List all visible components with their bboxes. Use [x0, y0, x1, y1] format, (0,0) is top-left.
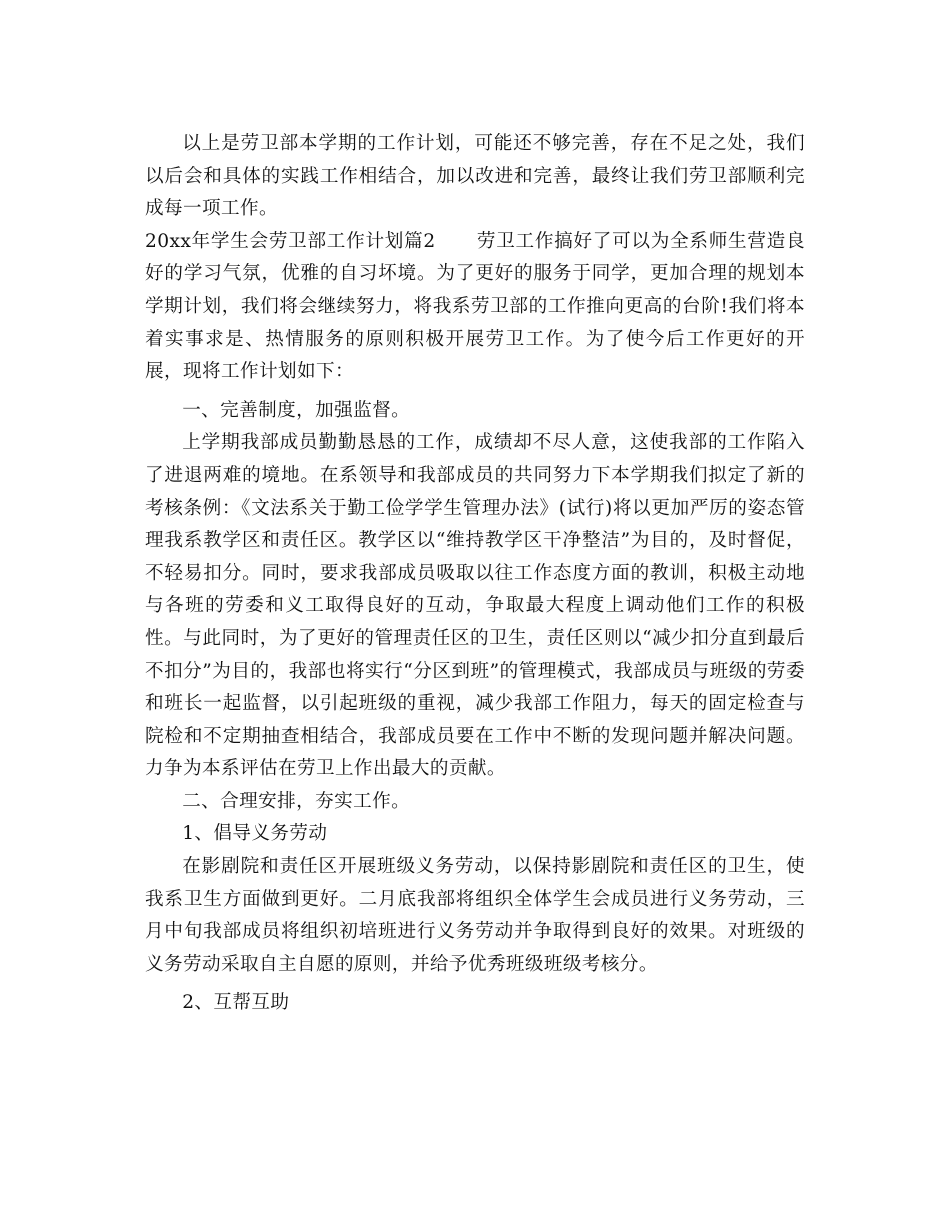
- paragraph-section-1: 上学期我部成员勤勤恳恳的工作，成绩却不尽人意，这使我部的工作陷入了进退两难的境地。在系领导和我部成员的共同努力下本学期我们拟定了新的考核条例：《文法系关于勤工俭学学生管理办法》(试行)将以更加严厉的姿态管理我系教学区和责任区。教学区以“维持教学区干净整洁”为目的，及时督促，不轻易扣分。同时，要求我部成员吸取以往工作态度方面的教训，积极主动地与各班的劳委和义工取得良好的互动，争取最大程度上调动他们工作的积极性。与此同时，为了更好的管理责任区的卫生，责任区则以“减少扣分直到最后不扣分”为目的，我部也将实行“分区到班”的管理模式，我部成员与班级的劳委和班长一起监督，以引起班级的重视，减少我部工作阻力，每天的固定检查与院检和不定期抽查相结合，我部成员要在工作中不断的发现问题并解决问题。力争为本系评估在劳卫上作出最大的贡献。: [145, 432, 805, 780]
- paragraph-conclusion: 以上是劳卫部本学期的工作计划，可能还不够完善，存在不足之处，我们以后会和具体的实践工作相结合，加以改进和完善，最终让我们劳卫部顺利完成每一项工作。: [145, 133, 805, 220]
- paragraph-subsection-1: 在影剧院和责任区开展班级义务劳动，以保持影剧院和责任区的卫生，使我系卫生方面做到更好。二月底我部将组织全体学生会成员进行义务劳动，三月中旬我部成员将组织初培班进行义务劳动并争取得到良好的效果。对班级的义务劳动采取自主自愿的原则，并给予优秀班级班级考核分。: [145, 856, 805, 975]
- document-body: [145, 128, 805, 1020]
- section-heading-2: 二、合理安排，夯实工作。: [182, 790, 411, 812]
- section-heading-1: 一、完善制度，加强监督。: [182, 399, 411, 421]
- intro-text: 劳卫工作搞好了可以为全系师生营造良好的学习气氛，优雅的自习坏境。为了更好的服务于同学，更加合理的规划本学期计划，我们将会继续努力，将我系劳卫部的工作推向更高的台阶!我们将本着实事求是、热情服务的原则积极开展劳卫工作。为了使今后工作更好的开展，现将工作计划如下：: [145, 230, 805, 383]
- subheading-2: 2、互帮互助: [182, 992, 290, 1014]
- paragraph-plan-intro: [145, 226, 805, 389]
- subheading-1: 1、倡导义务劳动: [182, 823, 328, 845]
- article-title: 20xx年学生会劳卫部工作计划篇2: [145, 230, 436, 252]
